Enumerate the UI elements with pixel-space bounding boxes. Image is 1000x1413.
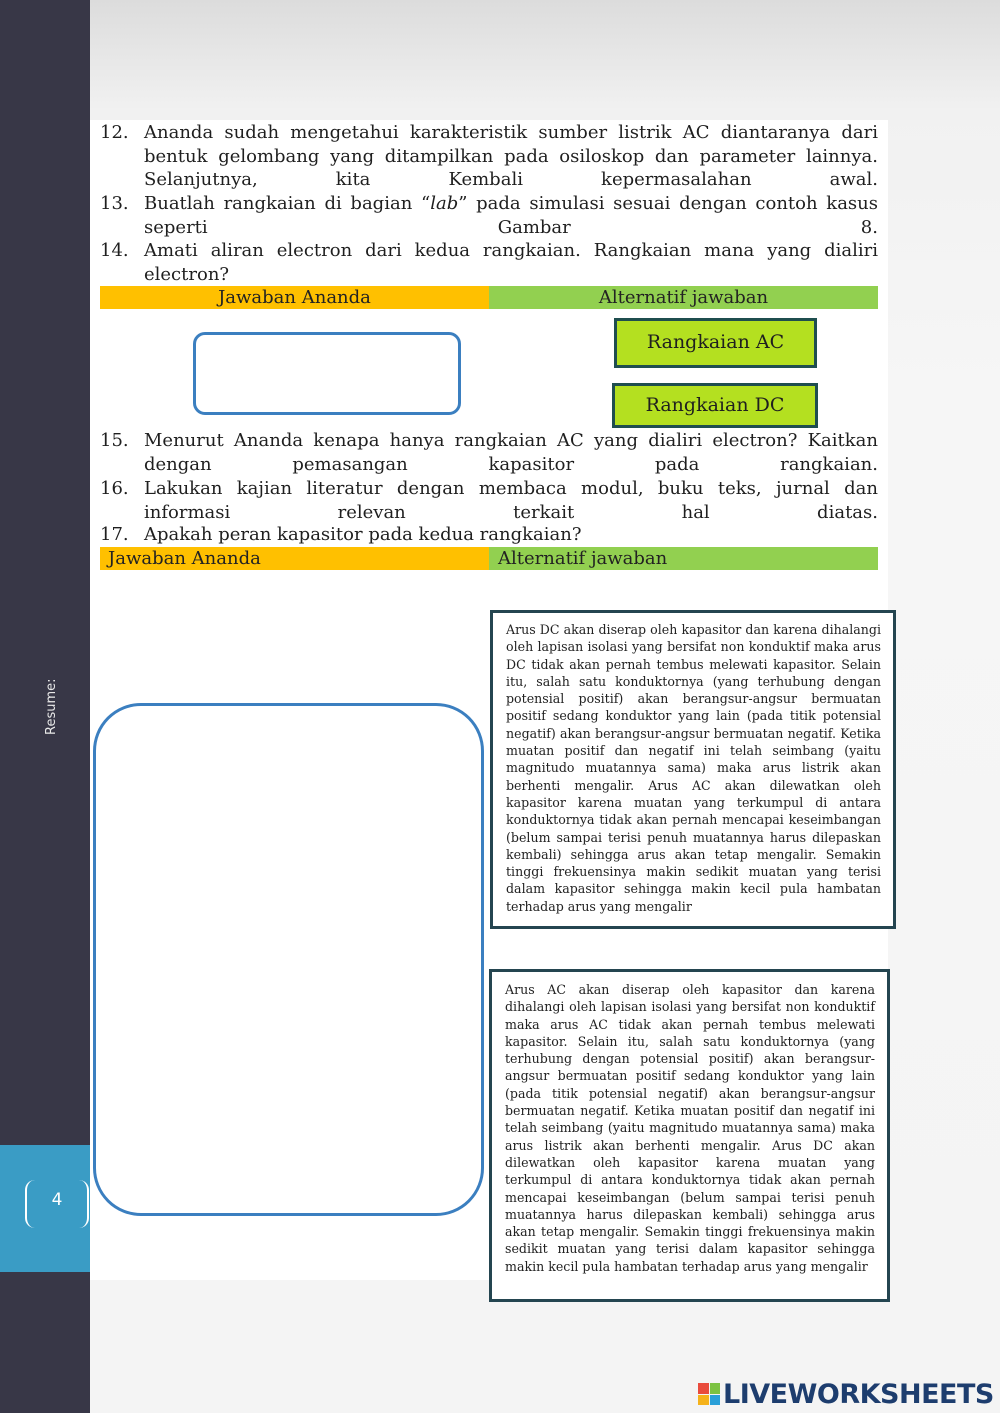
question-text: Menurut Ananda kenapa hanya rangkaian AC yang dialiri electron? Kaitkan dengan pemasangan kapasitor pada rangkaian. (144, 430, 878, 475)
question-number: 13. (100, 193, 129, 214)
answer-drop-box[interactable] (193, 332, 461, 415)
question-number: 16. (100, 478, 129, 499)
answer-header: Jawaban Ananda (100, 286, 489, 309)
question-number: 17. (100, 524, 129, 545)
question-text: Buatlah rangkaian di bagian “lab” pada simulasi sesuai dengan contoh kasus seperti Gambar 8. (144, 193, 878, 238)
alternative-header: Alternatif jawaban (489, 286, 878, 309)
question-text: Amati aliran electron dari kedua rangkaian. Rangkaian mana yang dialiri electron? (144, 240, 878, 285)
lab-italic: lab (430, 193, 459, 214)
question-text: Ananda sudah mengetahui karakteristik sumber listrik AC diantaranya dari bentuk gelombang yang ditampilkan pada osiloskop dan parameter lainnya. Selanjutnya, kita Kembali kepermasalahan awal. (144, 122, 878, 190)
alternative-answer-card[interactable]: Arus AC akan diserap oleh kapasitor dan karena dihalangi oleh lapisan isolasi yang bersifat non konduktif maka arus AC tidak akan pernah tembus melewati kapasitor. Selain itu, salah satu konduktornya (yang terhubung dengan potensial positif) akan berangsur-angsur bermuatan positif sedang konduktor yang lain (pada titik potensial negatif) akan berangsur-angsur bermuatan negatif. Ketika muatan positif dan negatif ini telah seimbang (yaitu magnitudo muatannya sama) maka arus listrik akan berhenti mengalir. Arus DC akan dilewatkan oleh kapasitor karena muatan yang terkumpul di antara konduktornya tidak akan pernah mencapai keseimbangan (belum sampai terisi penuh muatannya harus dilepaskan kembali) sehingga arus akan tetap mengalir. Semakin tinggi frekuensinya makin sedikit muatan yang terisi dalam kapasitor sehingga makin kecil pula hambatan terhadap arus yang mengalir (489, 969, 890, 1302)
question-number: 15. (100, 430, 129, 451)
question-text: Apakah peran kapasitor pada kedua rangkaian? (144, 524, 582, 545)
answer-header: Jawaban Ananda (100, 547, 489, 570)
answer-drop-box[interactable] (93, 703, 484, 1216)
option-rangkaian-dc[interactable]: Rangkaian DC (612, 383, 818, 428)
liveworksheets-logo (698, 1378, 994, 1410)
liveworksheets-logo-icon (698, 1383, 720, 1405)
option-rangkaian-ac[interactable]: Rangkaian AC (614, 318, 817, 368)
question-number: 14. (100, 240, 129, 261)
alternative-answer-card[interactable]: Arus DC akan diserap oleh kapasitor dan karena dihalangi oleh lapisan isolasi yang bersifat non konduktif maka arus DC tidak akan pernah tembus melewati kapasitor. Selain itu, salah satu konduktornya (yang terhubung dengan potensial positif) akan berangsur-angsur bermuatan positif sedang konduktor yang lain (pada titik potensial negatif) akan berangsur-angsur bermuatan negatif. Ketika muatan positif dan negatif ini telah seimbang (yaitu magnitudo muatannya sama) maka arus listrik akan berhenti mengalir. Arus AC akan dilewatkan oleh kapasitor karena muatan yang terkumpul di antara konduktornya tidak akan pernah mencapai keseimbangan (belum sampai terisi penuh muatannya harus dilepaskan kembali) sehingga arus akan tetap mengalir. Semakin tinggi frekuensinya makin sedikit muatan yang terisi dalam kapasitor sehingga makin kecil pula hambatan terhadap arus yang mengalir (490, 610, 896, 929)
question-text: Lakukan kajian literatur dengan membaca modul, buku teks, jurnal dan informasi relevan terkait hal diatas. (144, 478, 878, 523)
resume-label: Resume: (44, 678, 59, 735)
page-number: 4 (51, 1190, 63, 1210)
sidebar (0, 0, 90, 1413)
alternative-header: Alternatif jawaban (489, 547, 878, 570)
question-number: 12. (100, 122, 129, 143)
liveworksheets-brand: LIVEWORKSHEETS (723, 1378, 994, 1410)
